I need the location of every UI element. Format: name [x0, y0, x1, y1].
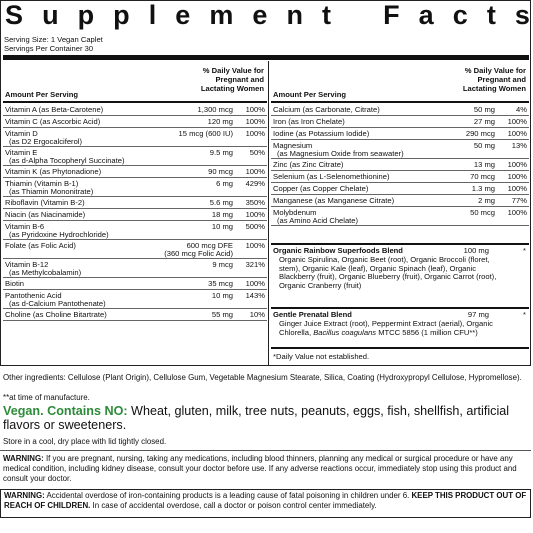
nutrient-daily-value: 100% — [245, 117, 265, 126]
nutrient-daily-value: 100% — [507, 184, 527, 193]
nutrient-row — [271, 206, 529, 226]
nutrient-amount: 1.3 mg — [471, 184, 495, 193]
nutrient-daily-value: 350% — [245, 198, 265, 207]
nutrient-name: Zinc (as Zinc Citrate) — [273, 160, 344, 169]
panel-title — [5, 0, 530, 32]
nutrient-name: Vitamin D — [5, 129, 38, 138]
nutrient-name: Magnesium — [273, 141, 313, 150]
divider — [0, 450, 531, 451]
nutrient-amount: 35 mcg — [208, 279, 233, 288]
nutrient-amount: 120 mg — [207, 117, 233, 126]
nutrient-amount: 70 mcg — [470, 172, 495, 181]
nutrient-daily-value: 143% — [245, 291, 265, 300]
nutrient-amount: 5.6 mg — [209, 198, 233, 207]
nutrient-name: Thiamin (Vitamin B-1) — [5, 179, 79, 188]
title-letter: F — [383, 0, 400, 30]
nutrient-name: Folate (as Folic Acid) — [5, 241, 76, 250]
nutrient-daily-value: 100% — [507, 208, 527, 217]
nutrient-row — [3, 308, 267, 321]
title-gap — [350, 0, 364, 32]
title-letter: u — [42, 0, 59, 30]
left-nutrient-table — [3, 61, 267, 365]
nutrient-row — [271, 139, 529, 159]
nutrient-source: (as Methylcobalamin) — [9, 268, 82, 277]
nutrient-name: Selenium (as L-Selenomethionine) — [273, 172, 390, 181]
blend-dv-star: * — [523, 310, 526, 319]
title-letter: a — [418, 0, 434, 30]
nutrient-daily-value: 100% — [245, 210, 265, 219]
nutrient-sub-amount: (360 mcg Folic Acid) — [164, 249, 233, 258]
nutrient-amount: 50 mg — [473, 141, 495, 150]
blend-ingredients: Organic Spirulina, Organic Beet (root), Organic Broccoli (floret, stem), Organic Kale (leaf), Organic Spinach (leaf), Organic Blackberry (fruit), Organic Blueberry (fruit), Organic Carrot (root), Organic Cranberry (fruit) — [279, 255, 497, 290]
rainbow-superfoods-blend — [271, 245, 529, 307]
nutrient-amount: 1,300 mcg — [197, 105, 233, 114]
nutrient-amount: 6 mg — [216, 179, 233, 188]
cfu-note: **at time of manufacture. — [3, 393, 90, 402]
nutrient-amount: 2 mg — [478, 196, 495, 205]
nutrient-name: Vitamin K (as Phytonadione) — [5, 167, 102, 176]
nutrient-daily-value: 100% — [507, 160, 527, 169]
storage-instructions: Store in a cool, dry place with lid tightly closed. — [3, 437, 167, 446]
nutrient-daily-value: 321% — [245, 260, 265, 269]
vegan-allergen-statement: Vegan. Contains NO: Wheat, gluten, milk, tree nuts, peanuts, eggs, fish, shellfish, artificial flavors or sweeteners. — [3, 404, 510, 432]
title-letter: S — [5, 0, 24, 30]
nutrient-name: Copper (as Copper Chelate) — [273, 184, 369, 193]
nutrient-daily-value: 50% — [249, 148, 265, 157]
title-letter: t — [486, 0, 496, 30]
nutrient-daily-value: 4% — [516, 105, 527, 114]
amount-per-serving-heading: Amount Per Serving — [5, 90, 78, 99]
nutrient-daily-value: 100% — [245, 129, 265, 138]
nutrient-daily-value: 100% — [245, 241, 265, 250]
nutrient-name: Choline (as Choline Bitartrate) — [5, 310, 107, 319]
nutrient-name: Vitamin B-6 — [5, 222, 45, 231]
nutrient-name: Vitamin C (as Ascorbic Acid) — [5, 117, 101, 126]
nutrient-name: Riboflavin (Vitamin B-2) — [5, 198, 85, 207]
nutrient-source: (as D2 Ergocalciferol) — [9, 137, 83, 146]
nutrient-row — [3, 220, 267, 240]
nutrient-name: Vitamin E — [5, 148, 38, 157]
nutrient-source: (as Pyridoxine Hydrochloride) — [9, 230, 109, 239]
nutrient-amount: 290 mcg — [465, 129, 495, 138]
nutrient-daily-value: 500% — [245, 222, 265, 231]
blend-amount: 100 mg — [463, 246, 489, 255]
nutrient-source: (as Amino Acid Chelate) — [277, 216, 359, 225]
right-nutrient-table — [271, 61, 529, 365]
title-letter: e — [252, 0, 268, 30]
nutrient-daily-value: 100% — [245, 167, 265, 176]
title-letter: t — [322, 0, 332, 30]
blend-divider — [271, 347, 529, 349]
gentle-prenatal-blend — [271, 309, 529, 349]
nutrient-name: Vitamin A (as Beta-Carotene) — [5, 105, 104, 114]
nutrient-source: (as Magnesium Oxide from seawater) — [277, 149, 404, 158]
nutrient-row — [3, 177, 267, 197]
nutrient-daily-value: 77% — [511, 196, 527, 205]
nutrient-daily-value: 100% — [507, 117, 527, 126]
nutrient-amount: 10 mg — [211, 291, 233, 300]
title-letter: m — [209, 0, 234, 30]
nutrient-name: Iron (as Iron Chelate) — [273, 117, 345, 126]
title-letter: c — [452, 0, 468, 30]
title-letter: e — [175, 0, 191, 30]
nutrient-source: (as Thiamin Mononitrate) — [9, 187, 94, 196]
nutrient-name: Molybdenum — [273, 208, 317, 217]
iron-warning-box: WARNING: Accidental overdose of iron-containing products is a leading cause of fatal poisoning in children under 6. KEEP THIS PRODUCT OUT OF REACH OF CHILDREN. In case of accidental overdose, call a doctor or poison control center immediately. — [0, 489, 531, 518]
other-ingredients: Other ingredients: Cellulose (Plant Origin), Cellulose Gum, Vegetable Magnesium Stearate, Silica, Coating (Hydroxypropyl Cellulose, Hypromellose). — [3, 373, 522, 382]
nutrient-daily-value: 429% — [245, 179, 265, 188]
nutrient-daily-value: 10% — [249, 310, 265, 319]
nutrient-name: Vitamin B-12 — [5, 260, 49, 269]
right-table-header — [271, 61, 529, 103]
nutrient-row — [3, 289, 267, 309]
nutrient-amount: 600 mcg DFE — [186, 241, 233, 250]
title-letter: p — [77, 0, 95, 30]
nutrient-amount: 9 mcg — [212, 260, 233, 269]
header-divider — [3, 55, 529, 60]
nutrient-row — [3, 146, 267, 166]
nutrient-amount: 15 mcg (600 IU) — [178, 129, 233, 138]
nutrient-source: (as d-Alpha Tocopheryl Succinate) — [9, 156, 125, 165]
nutrient-row — [3, 239, 267, 259]
daily-value-heading: % Daily Value for Pregnant and Lactating Women — [462, 66, 526, 93]
nutrient-daily-value: 100% — [507, 172, 527, 181]
title-letter: p — [113, 0, 130, 30]
serving-size: Serving Size: 1 Vegan Caplet — [4, 35, 103, 44]
nutrient-daily-value: 100% — [507, 129, 527, 138]
nutrient-amount: 50 mcg — [470, 208, 495, 217]
blend-title: Gentle Prenatal Blend — [273, 310, 352, 319]
medical-warning: WARNING: If you are pregnant, nursing, taking any medications, including blood thinners, planning any medical or surgical procedure or have any medical condition, including kidney disease, consult your doctor before use. If any adverse reactions occur, immediately stop using this product and consult your doctor. — [3, 454, 517, 483]
nutrient-row — [3, 127, 267, 147]
nutrient-amount: 9.5 mg — [209, 148, 233, 157]
blend-amount: 97 mg — [467, 310, 489, 319]
dv-note: *Daily Value not established. — [273, 352, 370, 361]
nutrient-amount: 55 mg — [211, 310, 233, 319]
nutrient-source: (as d-Calcium Pantothenate) — [9, 299, 106, 308]
nutrient-name: Biotin — [5, 279, 24, 288]
title-letter: s — [514, 0, 530, 30]
title-letter: l — [148, 0, 157, 30]
title-letter: n — [286, 0, 303, 30]
nutrient-name: Pantothenic Acid — [5, 291, 62, 300]
nutrient-amount: 50 mg — [473, 105, 495, 114]
nutrient-amount: 90 mcg — [208, 167, 233, 176]
nutrient-amount: 18 mg — [211, 210, 233, 219]
nutrient-name: Niacin (as Niacinamide) — [5, 210, 86, 219]
nutrient-row — [3, 258, 267, 278]
amount-per-serving-heading: Amount Per Serving — [273, 90, 346, 99]
nutrient-daily-value: 100% — [245, 279, 265, 288]
blend-title: Organic Rainbow Superfoods Blend — [273, 246, 403, 255]
nutrient-amount: 10 mg — [211, 222, 233, 231]
nutrient-amount: 27 mg — [473, 117, 495, 126]
nutrient-daily-value: 13% — [511, 141, 527, 150]
servings-per-container: Servings Per Container 30 — [4, 44, 94, 53]
blend-dv-star: * — [523, 246, 526, 255]
blend-ingredients: Ginger Juice Extract (root), Peppermint Extract (aerial), Organic Chlorella, Bacillus coagulans MTCC 5856 (1 million CFU**) — [279, 319, 493, 337]
nutrient-amount: 13 mg — [473, 160, 495, 169]
nutrient-name: Calcium (as Carbonate, Citrate) — [273, 105, 380, 114]
daily-value-heading: % Daily Value for Pregnant and Lactating Women — [200, 66, 264, 93]
nutrient-name: Iodine (as Potassium Iodide) — [273, 129, 370, 138]
nutrient-daily-value: 100% — [245, 105, 265, 114]
left-table-header — [3, 61, 267, 103]
column-divider — [268, 61, 269, 365]
nutrient-name: Manganese (as Manganese Citrate) — [273, 196, 395, 205]
